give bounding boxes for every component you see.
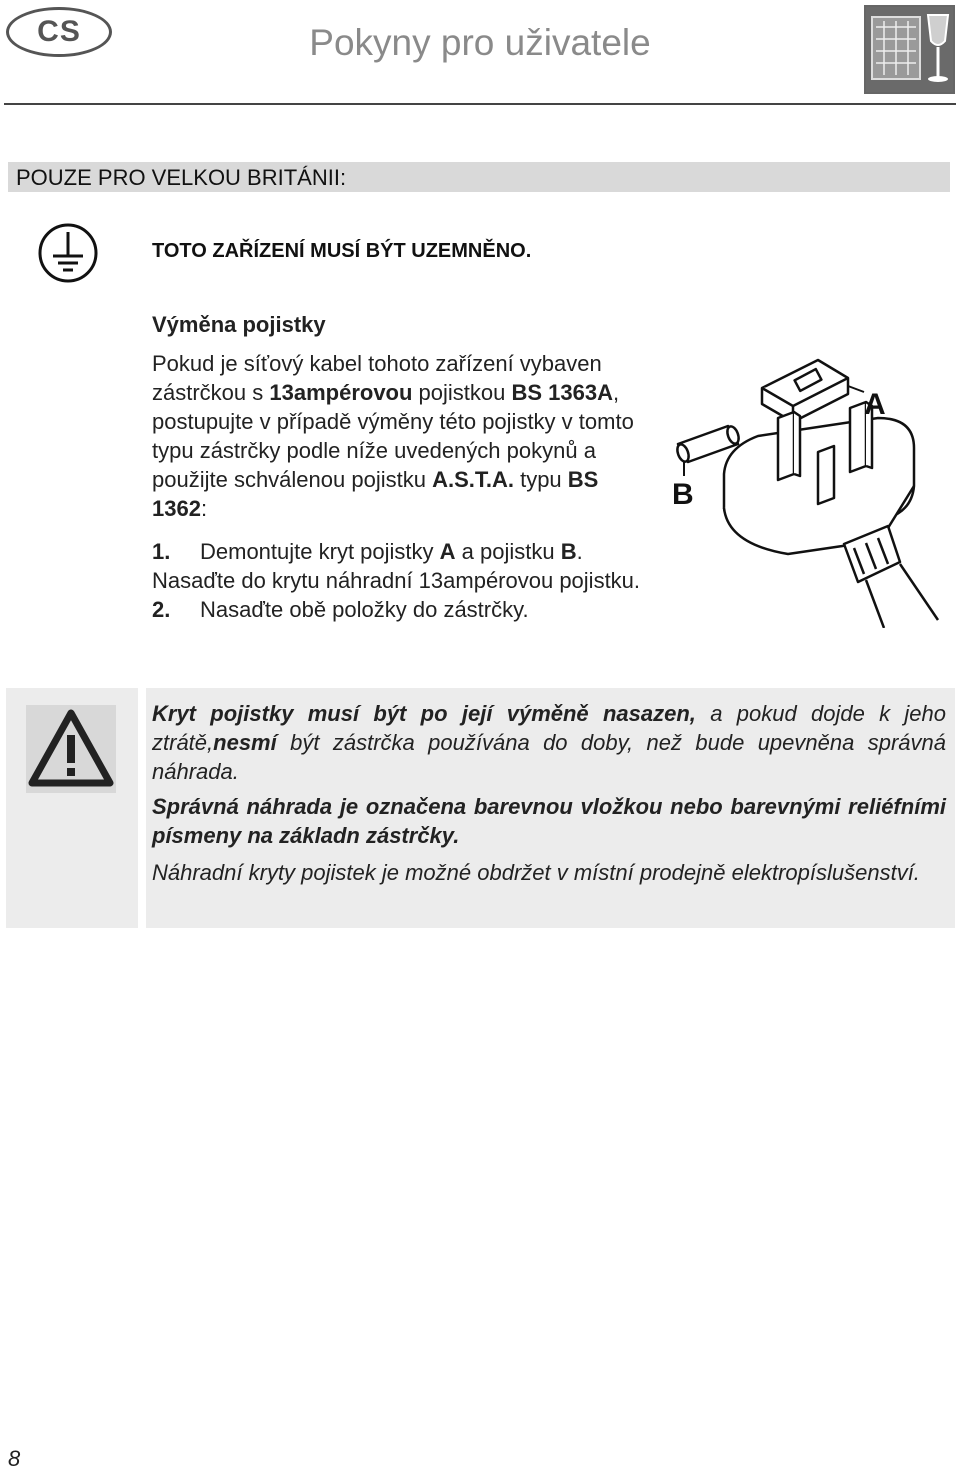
language-code: CS xyxy=(37,15,81,48)
warning-paragraph-3: Náhradní kryty pojistek je možné obdržet v místní prodejně elektropíslušenství. xyxy=(152,860,920,885)
fuse-text: : xyxy=(200,496,208,521)
warning-paragraph-1 xyxy=(152,699,946,786)
plug-diagram xyxy=(668,348,953,628)
header-divider xyxy=(4,103,956,105)
part-label: A xyxy=(439,539,456,564)
fuse-type: BS 1362 xyxy=(152,467,599,521)
dishwasher-photo-icon xyxy=(864,5,955,94)
step-text: a pojistku xyxy=(455,539,561,564)
warning-emphasis: nesmí xyxy=(213,730,277,755)
fuse-standard: BS 1363A xyxy=(511,380,614,405)
label-b: B xyxy=(672,478,694,511)
warning-text: a pokud dojde k jeho ztrátě, xyxy=(152,701,946,755)
steps-list xyxy=(152,537,672,624)
part-label: B xyxy=(560,539,577,564)
step-text: Nasaďte obě položky do zástrčky. xyxy=(200,597,529,622)
warning-emphasis: Kryt pojistky musí být po její výměně nasazen, xyxy=(152,701,696,726)
language-badge xyxy=(6,7,112,57)
warning-text: být zástrčka používána do doby, než bude upevněna správná náhrada. xyxy=(152,730,946,784)
warning-paragraph-2: Správná náhrada je označena barevnou vložkou nebo barevnými reliéfními písmeny na základn zástrčky. xyxy=(152,794,946,848)
label-a: A xyxy=(864,388,886,421)
page-number: 8 xyxy=(8,1446,21,1471)
section-heading: POUZE PRO VELKOU BRITÁNII: xyxy=(16,165,347,190)
fuse-heading: Výměna pojistky xyxy=(152,312,326,337)
fuse-text: pojistkou xyxy=(412,380,512,405)
fuse-text: , postupujte v případě výměny této pojistky v tomto typu zástrčky podle níže uvedených pokynů a použijte schválenou pojistku xyxy=(152,380,634,492)
earth-notice: TOTO ZAŘÍZENÍ MUSÍ BÝT UZEMNĚNO. xyxy=(152,240,532,262)
step-text: Demontujte kryt pojistky xyxy=(200,539,440,564)
step-text: . xyxy=(576,539,583,564)
step-2 xyxy=(152,595,672,624)
fuse-rating: 13ampérovou xyxy=(269,380,413,405)
step-1-continued: Nasaďte do krytu náhradní 13ampérovou pojistku. xyxy=(152,568,641,593)
step-1 xyxy=(152,537,672,566)
step-number: 2. xyxy=(152,597,171,622)
step-number: 1. xyxy=(152,539,171,564)
fuse-paragraph xyxy=(152,349,652,523)
fuse-text: typu xyxy=(513,467,568,492)
warning-icon xyxy=(26,705,116,793)
fuse-approval: A.S.T.A. xyxy=(432,467,514,492)
fuse-text: Pokud je síťový kabel tohoto zařízení vybaven zástrčkou s xyxy=(152,351,602,405)
earth-ground-icon xyxy=(37,222,99,284)
page-title: Pokyny pro uživatele xyxy=(309,22,651,63)
